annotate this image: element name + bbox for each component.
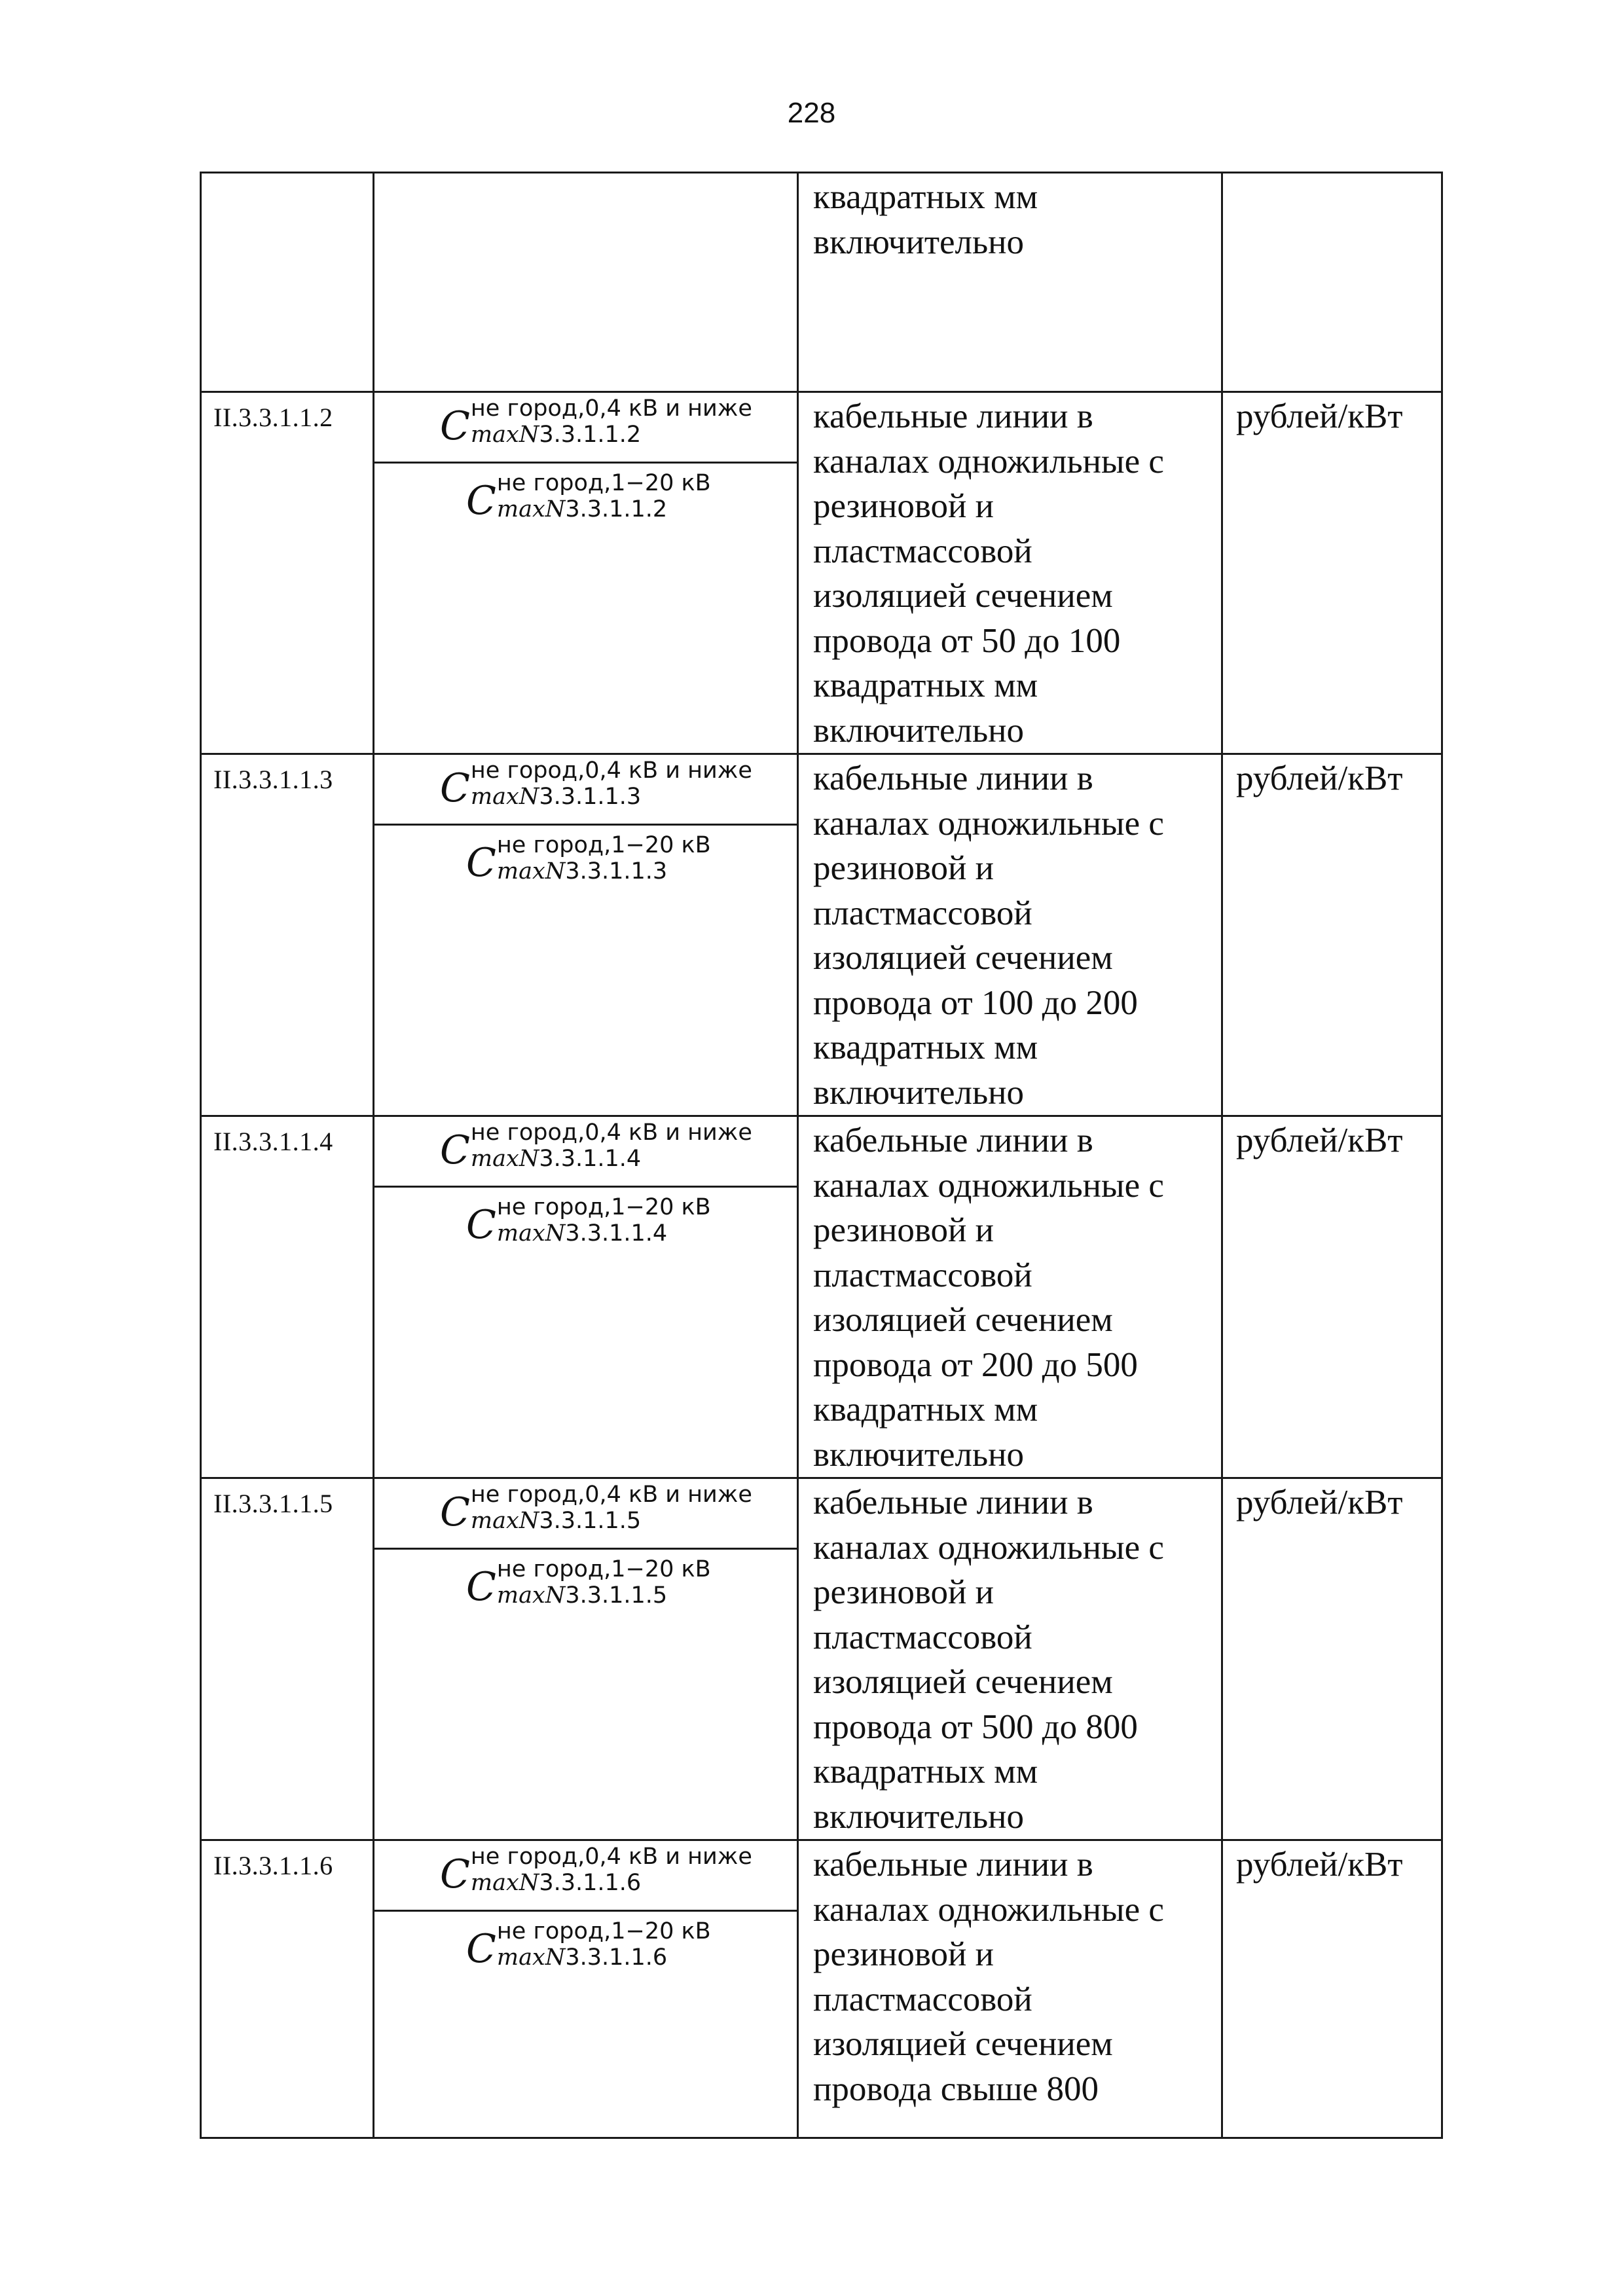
table-row — [201, 1478, 1442, 1840]
formula-symbol: C — [440, 765, 470, 811]
formula-cell — [374, 1840, 798, 2138]
description-text: квадратных мм включительно — [813, 178, 1038, 261]
unit-cell — [1222, 1478, 1442, 1840]
formula-symbol: C — [466, 840, 496, 886]
formula-superscript: не город,0,4 кВ и ниже — [470, 1844, 752, 1870]
formula-1-20kv — [466, 1194, 711, 1248]
description-cell — [798, 1116, 1222, 1478]
formula-cell — [374, 1116, 798, 1478]
description-cell — [798, 392, 1222, 754]
formula-symbol: C — [440, 1851, 470, 1897]
formula-subscript-var: maxN — [496, 496, 566, 522]
unit-cell — [1222, 392, 1442, 754]
unit-text: рублей/кВт — [1236, 397, 1403, 435]
unit-cell — [1222, 754, 1442, 1116]
formula-subscript-number: 3.3.1.1.6 — [565, 1944, 668, 1971]
formula-subscript-number: 3.3.1.1.2 — [539, 422, 642, 448]
formula-subscript-number: 3.3.1.1.5 — [565, 1582, 668, 1609]
description-text: кабельные линии в каналах одножильные с резиновой и пластмассовой изоляцией сечением провода свыше 800 — [813, 1846, 1164, 2108]
formula-subscript-var: maxN — [470, 1870, 539, 1896]
description-text: кабельные линии в каналах одножильные с резиновой и пластмассовой изоляцией сечением провода от 200 до 500 квадратных мм включительно — [813, 1121, 1164, 1474]
formula-subscript — [471, 1508, 752, 1534]
code-cell — [201, 754, 374, 1116]
formula-symbol: C — [466, 1202, 496, 1248]
formula-subscript — [497, 1220, 711, 1247]
formula-subcell-0.4kv — [374, 1841, 797, 1912]
description-text: кабельные линии в каналах одножильные с резиновой и пластмассовой изоляцией сечением провода от 50 до 100 квадратных мм включительно — [813, 397, 1164, 750]
formula-superscript: не город,1−20 кВ — [496, 832, 711, 858]
formula-subscript — [497, 496, 711, 522]
formula-subcell-0.4kv — [374, 393, 797, 464]
formula-superscript: не город,1−20 кВ — [496, 1194, 711, 1220]
formula-subscript-number: 3.3.1.1.2 — [565, 496, 668, 522]
formula-subscript-number: 3.3.1.1.4 — [565, 1220, 668, 1247]
formula-1-20kv — [466, 1556, 711, 1610]
formula-superscript: не город,1−20 кВ — [496, 1556, 711, 1582]
formula-cell — [374, 392, 798, 754]
formula-subscript-var: maxN — [496, 1944, 566, 1971]
table-row — [201, 1116, 1442, 1478]
formula-subscript — [471, 1870, 752, 1896]
formula-subscript-number: 3.3.1.1.6 — [539, 1870, 642, 1896]
formula-subscript — [497, 1944, 711, 1971]
formula-superscript: не город,0,4 кВ и ниже — [470, 1120, 752, 1146]
formula-0.4kv — [440, 1120, 752, 1173]
formula-symbol: C — [440, 1489, 470, 1535]
table-row-continuation — [201, 173, 1442, 392]
table-row — [201, 392, 1442, 754]
formula-subscript — [497, 1582, 711, 1609]
formula-symbol: C — [440, 1127, 470, 1173]
formula-subscript-var: maxN — [496, 1582, 566, 1609]
code-cell — [201, 173, 374, 392]
formula-symbol: C — [466, 1564, 496, 1610]
code-cell — [201, 392, 374, 754]
row-code: II.3.3.1.1.4 — [213, 1127, 333, 1156]
table-row — [201, 754, 1442, 1116]
code-cell — [201, 1840, 374, 2138]
table-row — [201, 1840, 1442, 2138]
row-code: II.3.3.1.1.6 — [213, 1851, 333, 1880]
formula-subcell-1-20kv — [374, 1912, 797, 1971]
page-number: 228 — [787, 97, 836, 129]
formula-symbol: C — [466, 478, 496, 524]
formula-cell — [374, 173, 798, 392]
unit-text: рублей/кВт — [1236, 759, 1403, 797]
formula-superscript: не город,1−20 кВ — [496, 1918, 711, 1944]
formula-superscript: не город,0,4 кВ и ниже — [470, 757, 752, 784]
formula-0.4kv — [440, 1482, 752, 1535]
description-text: кабельные линии в каналах одножильные с резиновой и пластмассовой изоляцией сечением провода от 500 до 800 квадратных мм включительно — [813, 1484, 1164, 1836]
formula-subcell-1-20kv — [374, 1550, 797, 1609]
formula-subscript-number: 3.3.1.1.5 — [539, 1508, 642, 1534]
formula-subscript-var: maxN — [496, 1220, 566, 1247]
formula-subscript-var: maxN — [496, 858, 566, 884]
unit-cell — [1222, 1116, 1442, 1478]
unit-text: рублей/кВт — [1236, 1121, 1403, 1159]
formula-subscript-number: 3.3.1.1.4 — [539, 1146, 642, 1172]
formula-cell — [374, 1478, 798, 1840]
formula-subcell-0.4kv — [374, 755, 797, 826]
formula-subscript-var: maxN — [470, 1508, 539, 1534]
formula-subcell-0.4kv — [374, 1117, 797, 1188]
formula-0.4kv — [440, 757, 752, 811]
formula-superscript: не город,0,4 кВ и ниже — [470, 395, 752, 422]
formula-subcell-1-20kv — [374, 1188, 797, 1247]
description-cell — [798, 173, 1222, 392]
formula-0.4kv — [440, 1844, 752, 1897]
unit-text: рублей/кВт — [1236, 1484, 1403, 1522]
formula-1-20kv — [466, 470, 711, 524]
code-cell — [201, 1478, 374, 1840]
formula-subscript — [497, 858, 711, 884]
row-code: II.3.3.1.1.5 — [213, 1489, 333, 1518]
formula-subscript — [471, 422, 752, 448]
formula-1-20kv — [466, 1918, 711, 1972]
formula-symbol: C — [440, 403, 470, 449]
formula-superscript: не город,1−20 кВ — [496, 470, 711, 496]
formula-subscript-var: maxN — [470, 784, 539, 810]
formula-subscript-var: maxN — [470, 422, 539, 448]
description-cell — [798, 1478, 1222, 1840]
unit-cell — [1222, 1840, 1442, 2138]
row-code: II.3.3.1.1.3 — [213, 765, 333, 794]
formula-1-20kv — [466, 832, 711, 886]
formula-0.4kv — [440, 395, 752, 449]
tariff-table — [200, 172, 1443, 2139]
formula-subscript-number: 3.3.1.1.3 — [565, 858, 668, 884]
formula-subscript — [471, 784, 752, 810]
formula-cell — [374, 754, 798, 1116]
formula-subscript-number: 3.3.1.1.3 — [539, 784, 642, 810]
formula-subcell-0.4kv — [374, 1479, 797, 1550]
code-cell — [201, 1116, 374, 1478]
formula-symbol: C — [466, 1926, 496, 1972]
formula-subcell-1-20kv — [374, 826, 797, 884]
unit-text: рублей/кВт — [1236, 1846, 1403, 1884]
formula-subscript — [471, 1146, 752, 1172]
formula-subscript-var: maxN — [470, 1146, 539, 1172]
description-text: кабельные линии в каналах одножильные с резиновой и пластмассовой изоляцией сечением провода от 100 до 200 квадратных мм включительно — [813, 759, 1164, 1112]
unit-cell — [1222, 173, 1442, 392]
row-code: II.3.3.1.1.2 — [213, 403, 333, 432]
formula-subcell-1-20kv — [374, 464, 797, 522]
formula-superscript: не город,0,4 кВ и ниже — [470, 1482, 752, 1508]
description-cell — [798, 1840, 1222, 2138]
description-cell — [798, 754, 1222, 1116]
